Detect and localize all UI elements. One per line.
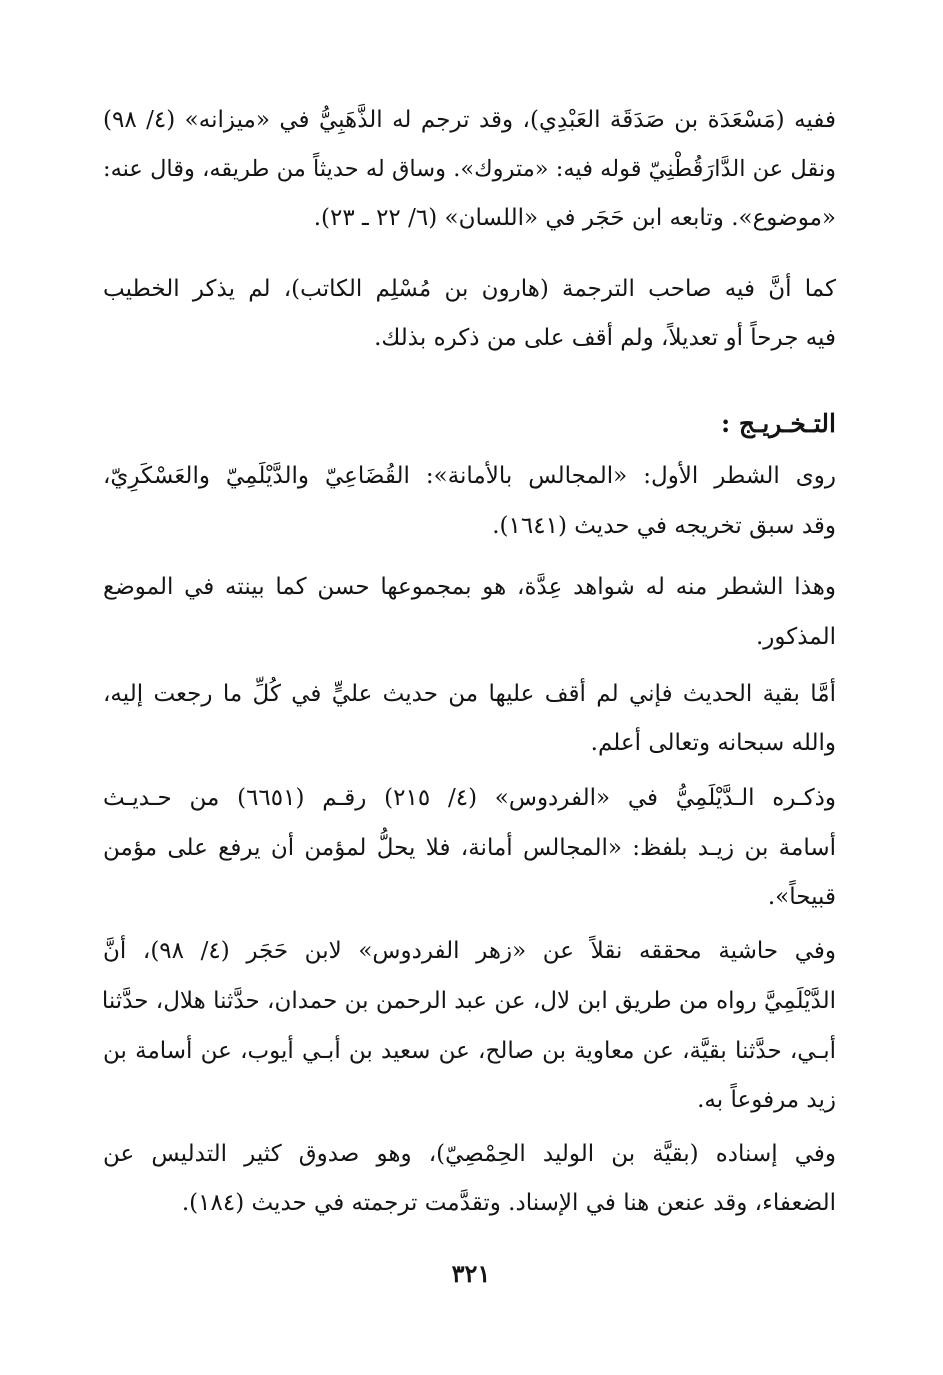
paragraph-line: أمَّا بقية الحديث فإني لم أقف عليها من حديث عليٍّ في كُلِّ ما رجعت إليه، [103, 681, 836, 707]
paragraph-line: فيه جرحاً أو تعديلاً، ولم أقف على من ذكره بذلك. [374, 325, 836, 351]
paragraph-line: المذكور. [755, 624, 836, 650]
section-heading-takhrij: التـخـريـج : [720, 409, 836, 438]
page-number: ٣٢١ [451, 1259, 491, 1288]
paragraph-6 [103, 778, 836, 917]
paragraph-line: وفي حاشية محققه نقلاً عن «زهر الفردوس» لابن حَجَر (٤/ ٩٨)، أنَّ [103, 938, 836, 964]
paragraph-1 [103, 100, 836, 238]
paragraph-8 [103, 1134, 836, 1223]
paragraph-line: «موضوع». وتابعه ابن حَجَر في «اللسان» (٦/ ٢٢ ـ ٢٣). [313, 205, 836, 231]
paragraph-line: ففيه (مَسْعَدَة بن صَدَقَة العَبْدِي)، وقد ترجم له الذَّهَبِيُّ في «ميزانه» (٤/ ٩٨) [103, 107, 837, 133]
paragraph-line: الضعفاء، وقد عنعن هنا في الإسناد. وتقدَّمت ترجمته في حديث (١٨٤). [181, 1190, 836, 1216]
paragraph-line: كما أنَّ فيه صاحب الترجمة (هارون بن مُسْلِم الكاتب)، لم يذكر الخطيب [103, 276, 836, 302]
paragraph-3 [103, 456, 836, 546]
paragraph-line: وقد سبق تخريجه في حديث (١٦٤١). [492, 513, 836, 539]
paragraph-4 [103, 567, 836, 657]
paragraph-line: أسامة بن زيـد بلفظ: «المجالس أمانة، فلا يحلُّ لمؤمن أن يرفع على مؤمن [103, 835, 836, 861]
paragraph-line: وهذا الشطر منه له شواهد عِدَّة، هو بمجموعها حسن كما بينته في الموضع [103, 574, 836, 600]
paragraph-line: وفي إسناده (بقيَّة بن الوليد الحِمْصِيّ)، وهو صدوق كثير التدليس عن [103, 1141, 836, 1167]
paragraph-line: وذكـره الـدَّيْلَمِيُّ في «الفردوس» (٤/ ٢١٥) رقـم (٦٦٥١) من حـديـث [103, 785, 836, 811]
paragraph-line: ونقل عن الدَّارَقُطْنِيّ قوله فيه: «متروك». وساق له حديثاً من طريقه، وقال عنه: [103, 156, 836, 182]
paragraph-line: قبيحاً». [767, 884, 836, 910]
paragraph-line: زيد مرفوعاً به. [697, 1087, 836, 1113]
paragraph-line: الدَّيْلَمِيَّ رواه من طريق ابن لال، عن عبد الرحمن بن حمدان، حدَّثنا هلال، حدَّثنا [101, 988, 836, 1014]
paragraph-line: أبـي، حدَّثنا بقيَّة، عن معاوية بن صالح، عن سعيد بن أبـي أيوب، عن أسامة بن [103, 1038, 836, 1064]
paragraph-line: والله سبحانه وتعالى أعلم. [590, 730, 836, 756]
paragraph-5 [103, 674, 836, 763]
paragraph-7 [103, 931, 836, 1120]
paragraph-2 [103, 269, 836, 358]
paragraph-line: روى الشطر الأول: «المجالس بالأمانة»: القُضَاعِيّ والدَّيْلَمِيّ والعَسْكَرِيّ، [103, 463, 836, 489]
